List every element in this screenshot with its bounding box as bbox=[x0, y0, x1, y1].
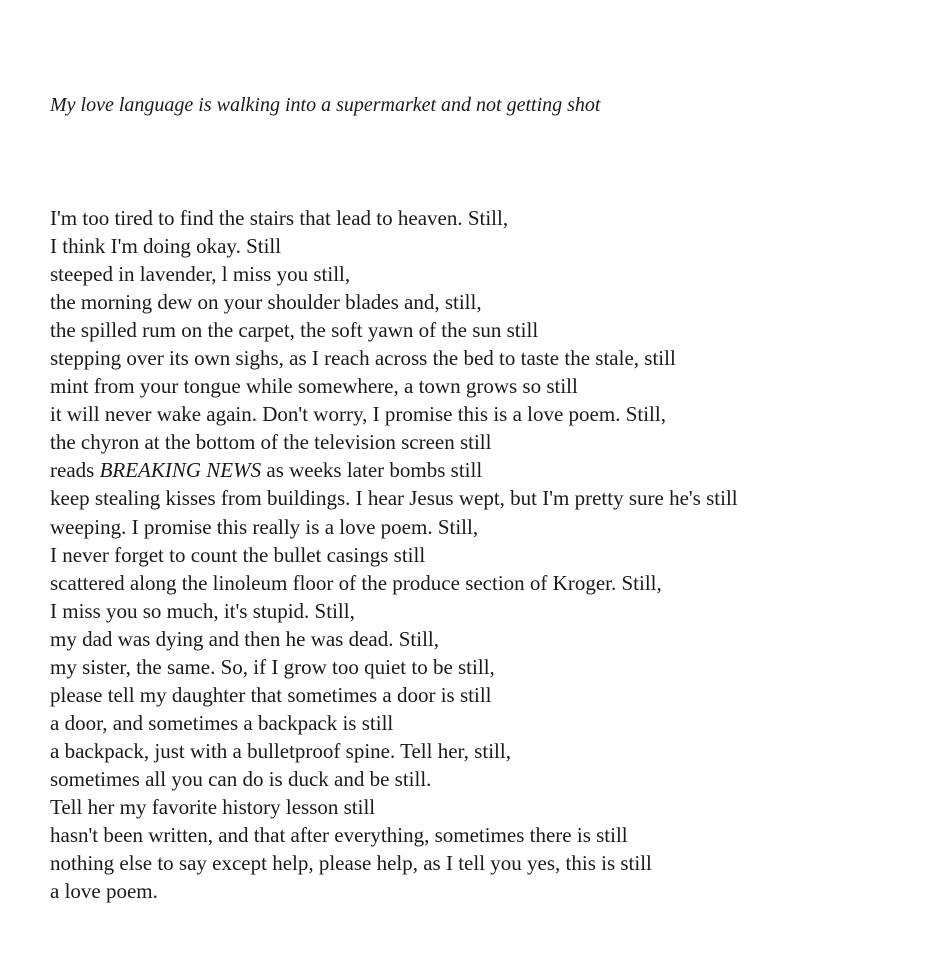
poem-line: keep stealing kisses from buildings. I hear Jesus wept, but I'm pretty sure he's still bbox=[50, 486, 738, 511]
poem-line: the chyron at the bottom of the television screen still bbox=[50, 430, 492, 455]
poem-line: steeped in lavender, l miss you still, bbox=[50, 262, 351, 287]
poem-line: the spilled rum on the carpet, the soft yawn of the sun still bbox=[50, 318, 539, 343]
poem-line: it will never wake again. Don't worry, I promise this is a love poem. Still, bbox=[50, 402, 666, 427]
poem-line: I'm too tired to find the stairs that lead to heaven. Still, bbox=[50, 206, 509, 230]
poem-line: mint from your tongue while somewhere, a town grows so still bbox=[50, 374, 578, 399]
poem-line: stepping over its own sighs, as I reach across the bed to taste the stale, still bbox=[50, 346, 676, 371]
poem-line: scattered along the linoleum floor of the produce section of Kroger. Still, bbox=[50, 570, 662, 595]
poem-line: sometimes all you can do is duck and be still. bbox=[50, 766, 432, 791]
poem-line-breaking-news bbox=[50, 456, 738, 484]
poem-body bbox=[50, 204, 738, 905]
poem-line: a love poem. bbox=[50, 879, 158, 904]
poem-line: hasn't been written, and that after everything, sometimes there is still bbox=[50, 823, 628, 848]
poem-line: I never forget to count the bullet casings still bbox=[50, 542, 426, 567]
poem-line: I miss you so much, it's stupid. Still, bbox=[50, 598, 355, 623]
poem-line: the morning dew on your shoulder blades and, still, bbox=[50, 290, 482, 315]
poem-line: a backpack, just with a bulletproof spine. Tell her, still, bbox=[50, 738, 511, 763]
poem-line: weeping. I promise this really is a love poem. Still, bbox=[50, 514, 479, 539]
poem-line: my sister, the same. So, if I grow too quiet to be still, bbox=[50, 654, 495, 679]
poem-line: a door, and sometimes a backpack is still bbox=[50, 710, 394, 735]
poem-title: My love language is walking into a supermarket and not getting shot bbox=[50, 94, 601, 116]
line-text-before: reads bbox=[50, 458, 100, 483]
poem-line: Tell her my favorite history lesson still bbox=[50, 794, 376, 819]
poem-line: my dad was dying and then he was dead. Still, bbox=[50, 626, 440, 651]
poem-line: I think I'm doing okay. Still bbox=[50, 234, 282, 259]
breaking-news-italic: BREAKING NEWS bbox=[99, 458, 262, 483]
poem-line: please tell my daughter that sometimes a door is still bbox=[50, 682, 492, 707]
line-text-after: as weeks later bombs still bbox=[261, 458, 483, 483]
poem-line: nothing else to say except help, please help, as I tell you yes, this is still bbox=[50, 851, 652, 876]
